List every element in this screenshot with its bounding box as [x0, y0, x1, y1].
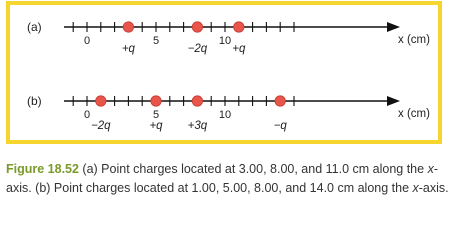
tick-label: 5 — [152, 35, 160, 47]
caption-x-1: x — [427, 162, 434, 176]
tick-label: 0 — [83, 109, 91, 121]
charge-label: −q — [273, 120, 287, 132]
tick-label: 5 — [152, 109, 160, 121]
figure-number: Figure 18.52 — [6, 162, 79, 176]
charge-label: −2q — [187, 43, 208, 55]
tick-label: 10 — [218, 109, 232, 121]
figure-caption — [6, 160, 456, 197]
panel-b — [27, 94, 430, 132]
charge-label: +q — [149, 120, 163, 132]
caption-text-1: (a) Point charges located at 3.00, 8.00, and 11.0 cm along the — [78, 162, 428, 176]
point-charge — [275, 96, 285, 106]
point-charge — [151, 96, 161, 106]
charge-label: +q — [232, 43, 246, 55]
axis-arrowhead — [387, 96, 400, 106]
caption-x-2: x — [412, 180, 419, 195]
point-charge — [123, 22, 133, 32]
panel-a — [27, 20, 430, 55]
axis-label: x (cm) — [398, 34, 430, 46]
point-charge — [96, 96, 106, 106]
charge-label: +q — [121, 43, 135, 55]
point-charge — [192, 22, 202, 32]
axis-arrowhead — [387, 22, 400, 32]
panel-label: (a) — [27, 20, 42, 34]
caption-text-2: -axis. (b) Point charges located at 1.00, 5.00, 8.00, and 14.0 cm along the — [6, 162, 438, 195]
panel-label: (b) — [27, 94, 42, 108]
point-charge — [192, 96, 202, 106]
caption-text-3: -axis. — [418, 180, 449, 195]
axis-label: x (cm) — [398, 108, 430, 120]
tick-label: 0 — [83, 35, 91, 47]
charge-label: −2q — [91, 120, 111, 132]
charge-label: +3q — [187, 120, 208, 132]
tick-label: 10 — [218, 35, 232, 47]
point-charge — [234, 22, 244, 32]
